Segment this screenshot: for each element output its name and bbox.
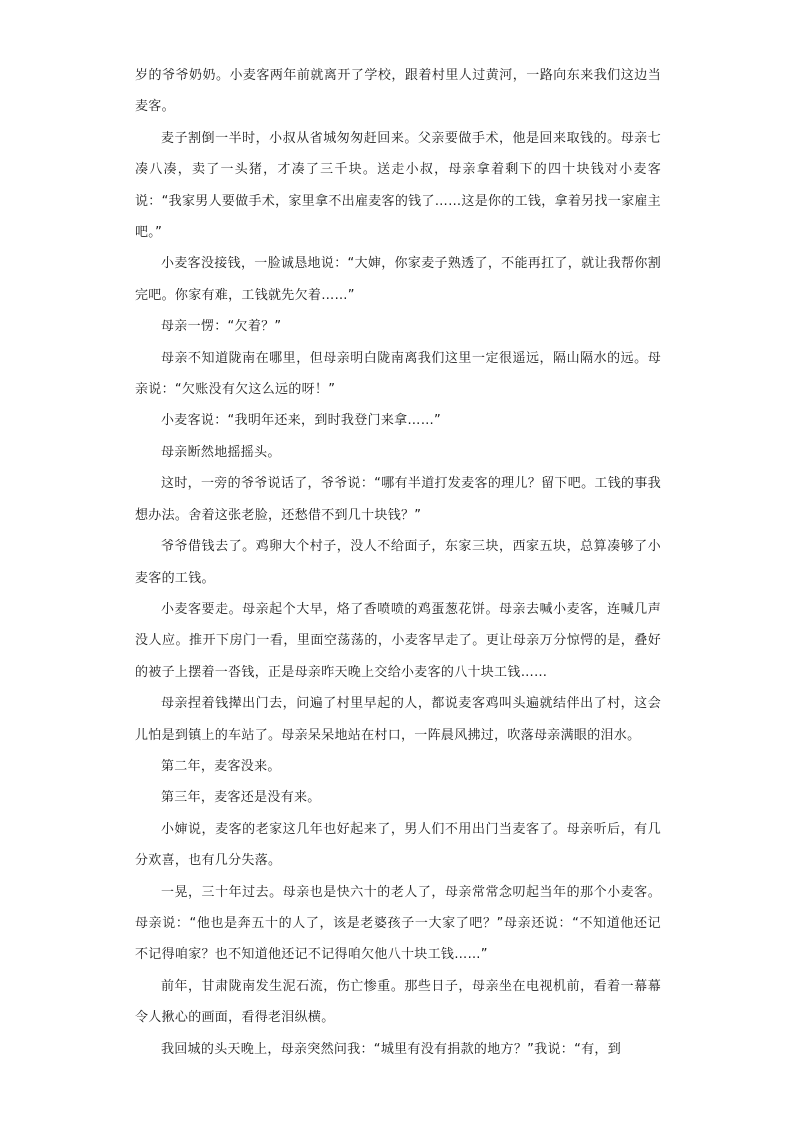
paragraph-11: 母亲捏着钱撵出门去，问遍了村里早起的人，都说麦客鸡叫头遍就结伴出了村，这会儿怕是到镇上的车站了。母亲呆呆地站在村口，一阵晨风拂过，吹落母亲满眼的泪水。 bbox=[135, 696, 661, 743]
paragraph-2: 麦子割倒一半时，小叔从省城匆匆赶回来。父亲要做手术，他是回来取钱的。母亲七凑八凑，卖了一头猪，才凑了三千块。送走小叔，母亲拿着剩下的四十块钱对小麦客说：“我家男人要做手术，家里拿不出雇麦客的钱了……这是你的工钱，拿着另找一家雇主吧。” bbox=[135, 130, 661, 241]
paragraph-17: 我回城的头天晚上，母亲突然问我：“城里有没有捐款的地方？”我说：“有，到 bbox=[161, 1041, 622, 1057]
paragraph-5: 母亲不知道陇南在哪里，但母亲明白陇南离我们这里一定很遥远，隔山隔水的远。母亲说：“欠账没有欠这么远的呀！” bbox=[135, 350, 661, 398]
paragraph-12: 第二年，麦客没来。 bbox=[161, 758, 281, 774]
paragraph-9: 爷爷借钱去了。鸡卵大个村子，没人不给面子，东家三块，西家五块，总算凑够了小麦客的工钱。 bbox=[135, 539, 661, 586]
paragraph-13: 第三年，麦客还是没有来。 bbox=[161, 790, 321, 806]
paragraph-8: 这时，一旁的爷爷说话了，爷爷说：“哪有半道打发麦客的理儿？留下吧。工钱的事我想办法。舍着这张老脸，还愁借不到几十块钱？” bbox=[135, 476, 661, 523]
paragraph-15: 一晃，三十年过去。母亲也是快六十的老人了，母亲常常念叨起当年的那个小麦客。母亲说：“他也是奔五十的人了，该是老婆孩子一大家了吧？”母亲还说：“不知道他还记不记得咱家？也不知道他还记不记得咱欠他八十块工钱……” bbox=[135, 884, 661, 963]
paragraph-10: 小麦客要走。母亲起个大早，烙了香喷喷的鸡蛋葱花饼。母亲去喊小麦客，连喊几声没人应。推开下房门一看，里面空荡荡的，小麦客早走了。更让母亲万分惊愕的是，叠好的被子上摆着一沓钱，正是母亲昨天晚上交给小麦客的八十块工钱…… bbox=[135, 601, 661, 680]
paragraph-3: 小麦客没接钱，一脸诚恳地说：“大婶，你家麦子熟透了，不能再扛了，就让我帮你割完吧。你家有难，工钱就先欠着……” bbox=[135, 256, 661, 303]
paragraph-1: 岁的爷爷奶奶。小麦客两年前就离开了学校，跟着村里人过黄河，一路向东来我们这边当麦客。 bbox=[135, 68, 661, 115]
paragraph-7: 母亲断然地摇摇头。 bbox=[161, 444, 281, 460]
document-page bbox=[135, 60, 661, 1065]
paragraph-16: 前年，甘肃陇南发生泥石流，伤亡惨重。那些日子，母亲坐在电视机前，看着一幕幕令人揪心的画面，看得老泪纵横。 bbox=[135, 978, 661, 1026]
paragraph-14: 小婶说，麦客的老家这几年也好起来了，男人们不用出门当麦客了。母亲听后，有几分欢喜，也有几分失落。 bbox=[135, 821, 661, 869]
paragraph-4: 母亲一愣：“欠着？” bbox=[161, 319, 282, 335]
paragraph-6: 小麦客说：“我明年还来，到时我登门来拿……” bbox=[161, 413, 442, 429]
